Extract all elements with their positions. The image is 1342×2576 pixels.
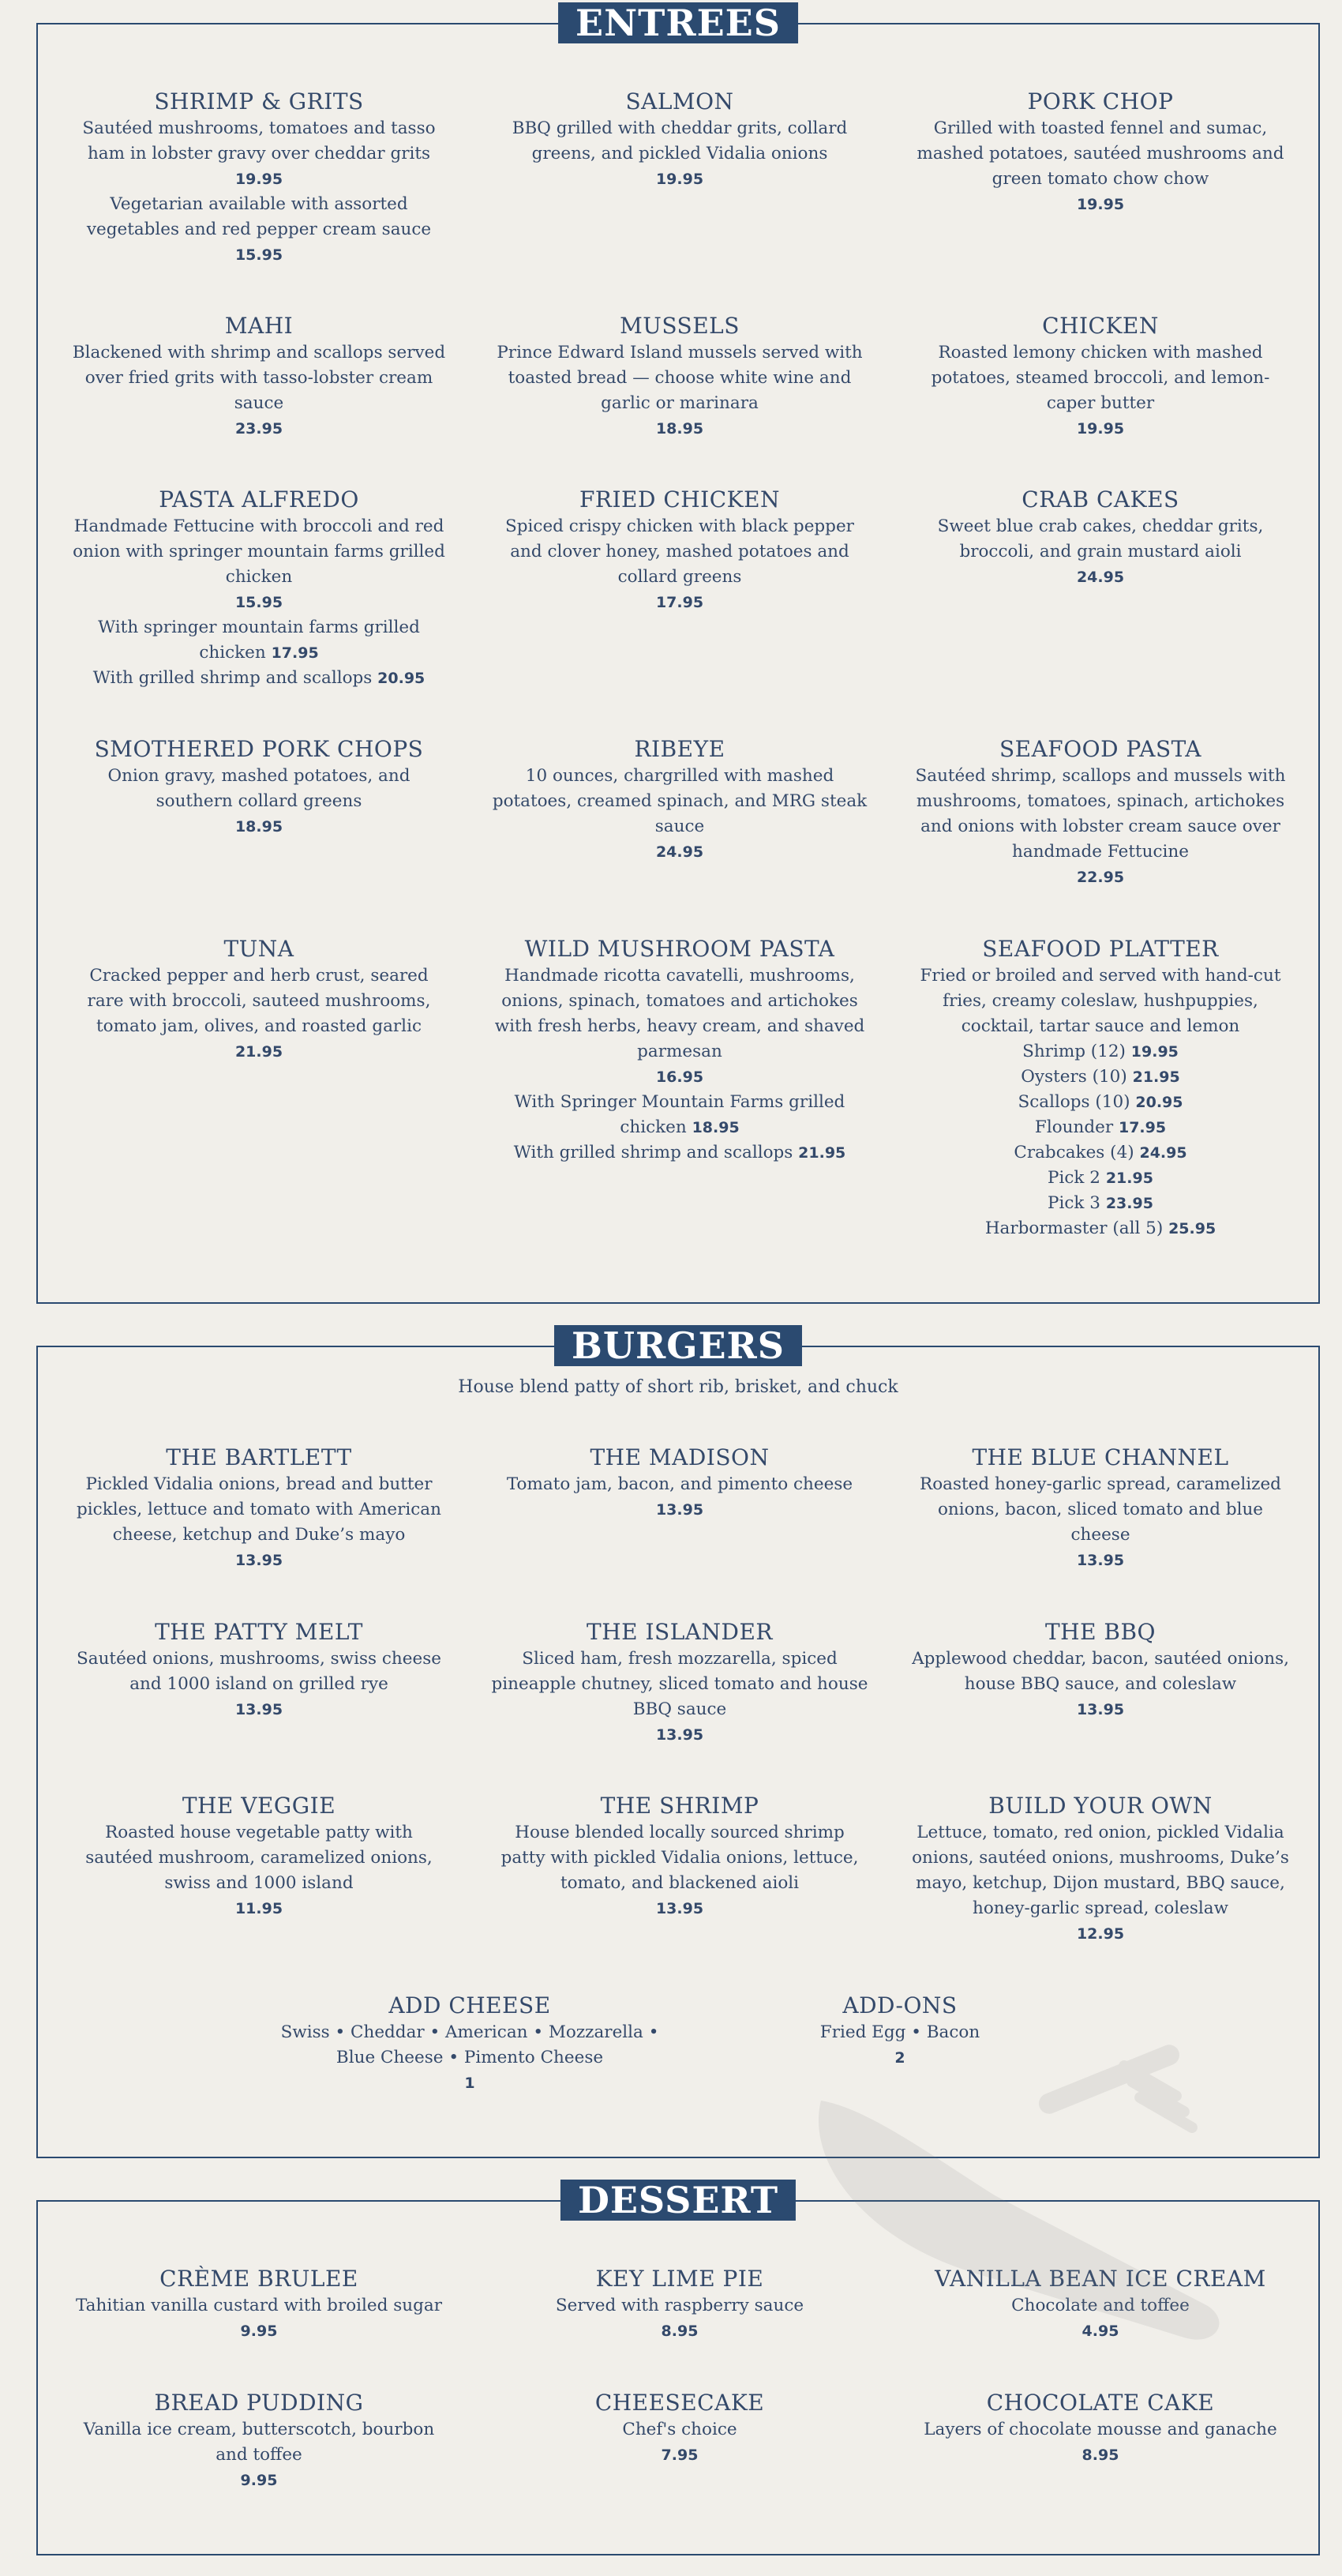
item-name: SALMON — [625, 88, 734, 115]
burgers-section — [36, 1324, 1320, 2158]
item-name: WILD MUSHROOM PASTA — [524, 936, 835, 962]
item-option: With grilled shrimp and scallops 21.95 — [513, 1143, 846, 1162]
item-description: House blended locally sourced shrimp patty with pickled Vidalia onions, lettuce, tomato, and blackened aioli — [500, 1823, 859, 1893]
item-price: 21.95 — [234, 1043, 283, 1061]
item-name: CHEESECAKE — [594, 2390, 765, 2416]
item-description: Pickled Vidalia onions, bread and butter pickles, lettuce and tomato with American cheese, ketchup and Duke’s mayo — [77, 1474, 441, 1545]
item-description: Blackened with shrimp and scallops served over fried grits with tasso-lobster cream sauce — [72, 343, 446, 413]
item-name: RIBEYE — [634, 736, 725, 762]
menu-item — [69, 486, 448, 691]
menu-item — [490, 1792, 869, 1921]
item-name: MUSSELS — [620, 313, 740, 339]
menu-item — [69, 1792, 448, 1921]
menu-item — [280, 1992, 659, 2096]
menu-item — [710, 1992, 1089, 2071]
item-description: Handmade Fettucine with broccoli and red onion with springer mountain farms grilled chicken — [73, 516, 445, 587]
item-description: Onion gravy, mashed potatoes, and southern collard greens — [107, 766, 410, 811]
item-description: Fried Egg • Bacon — [819, 2022, 980, 2042]
item-price: 13.95 — [655, 1501, 704, 1519]
item-description: Roasted honey-garlic spread, caramelized onions, bacon, sliced tomato and blue cheese — [920, 1474, 1281, 1545]
platter-option: Oysters (10) 21.95 — [1021, 1067, 1180, 1087]
item-name: ADD-ONS — [842, 1992, 958, 2018]
menu-item — [69, 1444, 448, 1573]
item-name: MAHI — [224, 313, 294, 339]
item-description: Prince Edward Island mussels served with toasted bread — choose white wine and garlic or marinara — [497, 343, 863, 413]
menu-item — [490, 88, 869, 192]
item-description: Chocolate and toffee — [1011, 2296, 1190, 2315]
menu-item — [911, 1444, 1290, 1573]
item-option: With Springer Mountain Farms grilled chicken 18.95 — [514, 1092, 845, 1137]
item-price: 13.95 — [655, 1900, 704, 1917]
platter-option: Harbormaster (all 5) 25.95 — [984, 1219, 1216, 1238]
menu-item — [911, 735, 1290, 890]
item-description: Sautéed shrimp, scallops and mussels with mushrooms, tomatoes, spinach, artichokes and onions with lobster cream sauce over handmade Fettucine — [915, 766, 1286, 862]
item-name: THE SHRIMP — [600, 1793, 759, 1819]
item-option: Vegetarian available with assorted vegetables and red pepper cream sauce — [86, 194, 432, 239]
menu-item — [490, 935, 869, 1166]
item-name: FRIED CHICKEN — [579, 486, 781, 513]
item-description: Roasted house vegetable patty with sautéed mushroom, caramelized onions, swiss and 1000 island — [85, 1823, 433, 1893]
item-name: THE BLUE CHANNEL — [972, 1444, 1229, 1470]
menu-item — [69, 312, 448, 441]
item-price: 9.95 — [240, 2323, 278, 2340]
platter-option: Crabcakes (4) 24.95 — [1014, 1143, 1187, 1162]
item-description: Sautéed onions, mushrooms, swiss cheese and 1000 island on grilled rye — [77, 1649, 441, 1694]
menu-item — [911, 935, 1290, 1241]
menu-item — [911, 2389, 1290, 2468]
item-price: 11.95 — [234, 1900, 283, 1917]
item-name: THE MADISON — [590, 1444, 770, 1470]
item-name: TUNA — [223, 936, 294, 962]
item-name: CHOCOLATE CAKE — [986, 2390, 1215, 2416]
item-price: 24.95 — [1076, 569, 1125, 586]
menu-item — [490, 312, 869, 441]
item-option: With grilled shrimp and scallops 20.95 — [92, 668, 425, 688]
platter-option: Pick 3 23.95 — [1048, 1193, 1153, 1213]
menu-item — [69, 935, 448, 1065]
item-price: 18.95 — [655, 420, 704, 437]
menu-item — [490, 1618, 869, 1748]
item-price: 23.95 — [234, 420, 283, 437]
item-description: Roasted lemony chicken with mashed potatoes, steamed broccoli, and lemon-caper butter — [931, 343, 1270, 413]
menu-item — [490, 2265, 869, 2344]
item-name: VANILLA BEAN ICE CREAM — [935, 2266, 1266, 2292]
item-description: Sliced ham, fresh mozzarella, spiced pineapple chutney, sliced tomato and house BBQ sauce — [491, 1649, 868, 1719]
item-name: KEY LIME PIE — [595, 2266, 764, 2292]
item-name: CRAB CAKES — [1021, 486, 1179, 513]
item-description: Handmade ricotta cavatelli, mushrooms, onions, spinach, tomatoes and artichokes with fresh herbs, heavy cream, and shaved parmesan — [494, 966, 865, 1061]
item-price: 8.95 — [1081, 2446, 1119, 2464]
item-option: With springer mountain farms grilled chicken 17.95 — [98, 618, 420, 663]
item-name: CHICKEN — [1042, 313, 1159, 339]
menu-item — [69, 88, 448, 268]
item-description: Sweet blue crab cakes, cheddar grits, broccoli, and grain mustard aioli — [937, 516, 1264, 561]
item-price: 19.95 — [1076, 420, 1125, 437]
item-description: Fried or broiled and served with hand-cut fries, creamy coleslaw, hushpuppies, cocktail, tartar sauce and lemon — [920, 966, 1281, 1036]
item-name: BREAD PUDDING — [154, 2390, 364, 2416]
item-name: SEAFOOD PASTA — [999, 736, 1202, 762]
menu-item — [490, 735, 869, 865]
item-price: 17.95 — [655, 594, 704, 611]
item-description: Grilled with toasted fennel and sumac, mashed potatoes, sautéed mushrooms and green tomato chow chow — [917, 118, 1284, 189]
item-price: 2 — [894, 2049, 905, 2067]
item-price: 12.95 — [1076, 1925, 1125, 1943]
dessert-title: DESSERT — [560, 2180, 796, 2221]
item-name: ADD CHEESE — [388, 1992, 551, 2018]
item-description: Chef's choice — [622, 2420, 737, 2439]
menu-item — [911, 1618, 1290, 1722]
menu-item — [911, 1792, 1290, 1947]
menu-item — [490, 486, 869, 615]
item-price: 7.95 — [661, 2446, 699, 2464]
item-price: 13.95 — [1076, 1701, 1125, 1718]
item-price: 18.95 — [234, 818, 283, 836]
item-price: 13.95 — [1076, 1552, 1125, 1569]
item-price: 16.95 — [655, 1068, 704, 1086]
menu-item — [490, 2389, 869, 2468]
item-description: Applewood cheddar, bacon, sautéed onions, house BBQ sauce, and coleslaw — [912, 1649, 1289, 1694]
menu-item — [911, 486, 1290, 590]
item-price: 19.95 — [234, 171, 283, 188]
menu-item — [69, 2389, 448, 2493]
item-name: SMOTHERED PORK CHOPS — [94, 736, 424, 762]
burgers-title: BURGERS — [554, 1325, 802, 1366]
item-description: Cracked pepper and herb crust, seared rare with broccoli, sauteed mushrooms, tomato jam, olives, and roasted garlic — [87, 966, 431, 1036]
item-name: SHRIMP & GRITS — [154, 88, 364, 115]
menu-item — [69, 2265, 448, 2344]
item-price: 19.95 — [655, 171, 704, 188]
item-description: Sautéed mushrooms, tomatoes and tasso ham in lobster gravy over cheddar grits — [82, 118, 436, 163]
item-price: 19.95 — [1076, 196, 1125, 213]
platter-option: Shrimp (12) 19.95 — [1022, 1042, 1179, 1061]
item-name: PASTA ALFREDO — [159, 486, 359, 513]
item-description: Lettuce, tomato, red onion, pickled Vidalia onions, sautéed onions, mushrooms, Duke’s mayo, ketchup, Dijon mustard, BBQ sauce, honey-garlic spread, coleslaw — [912, 1823, 1289, 1918]
dessert-section — [36, 2179, 1320, 2555]
item-description: BBQ grilled with cheddar grits, collard greens, and pickled Vidalia onions — [512, 118, 848, 163]
item-name: SEAFOOD PLATTER — [982, 936, 1219, 962]
platter-option: Scallops (10) 20.95 — [1018, 1092, 1183, 1112]
menu-item — [911, 312, 1290, 441]
item-description: Swiss • Cheddar • American • Mozzarella • Blue Cheese • Pimento Cheese — [280, 2022, 659, 2067]
platter-option: Flounder 17.95 — [1034, 1117, 1167, 1137]
item-name: THE VEGGIE — [182, 1793, 336, 1819]
item-name: PORK CHOP — [1027, 88, 1174, 115]
item-price: 9.95 — [240, 2472, 278, 2489]
item-option-price: 15.95 — [234, 246, 283, 264]
item-price: 13.95 — [234, 1701, 283, 1718]
item-price: 8.95 — [661, 2323, 699, 2340]
item-name: BUILD YOUR OWN — [988, 1793, 1213, 1819]
item-description: Spiced crispy chicken with black pepper and clover honey, mashed potatoes and collard greens — [505, 516, 854, 587]
menu-item — [69, 1618, 448, 1722]
entrees-title: ENTREES — [558, 2, 798, 43]
entrees-section — [36, 2, 1320, 1304]
item-name: CRÈME BRULEE — [159, 2266, 358, 2292]
item-name: THE BARTLETT — [166, 1444, 352, 1470]
item-description: Tomato jam, bacon, and pimento cheese — [506, 1474, 853, 1494]
item-name: THE ISLANDER — [587, 1619, 773, 1645]
item-description: Vanilla ice cream, butterscotch, bourbon and toffee — [83, 2420, 435, 2465]
item-price: 4.95 — [1081, 2323, 1119, 2340]
item-name: THE PATTY MELT — [155, 1619, 363, 1645]
item-description: 10 ounces, chargrilled with mashed potatoes, creamed spinach, and MRG steak sauce — [492, 766, 868, 836]
platter-option: Pick 2 21.95 — [1048, 1168, 1153, 1188]
item-description: Tahitian vanilla custard with broiled sugar — [76, 2296, 442, 2315]
item-description: Layers of chocolate mousse and ganache — [924, 2420, 1277, 2439]
item-price: 15.95 — [234, 594, 283, 611]
item-price: 13.95 — [655, 1726, 704, 1744]
item-description: Served with raspberry sauce — [555, 2296, 804, 2315]
burgers-tagline: House blend patty of short rib, brisket, and chuck — [458, 1377, 898, 1397]
item-price: 22.95 — [1076, 869, 1125, 886]
item-price: 13.95 — [234, 1552, 283, 1569]
menu-item — [69, 735, 448, 839]
item-price: 1 — [464, 2075, 475, 2092]
menu-item — [911, 88, 1290, 217]
item-price: 24.95 — [655, 843, 704, 861]
menu-item — [490, 1444, 869, 1523]
item-name: THE BBQ — [1044, 1619, 1156, 1645]
menu-item — [911, 2265, 1290, 2344]
